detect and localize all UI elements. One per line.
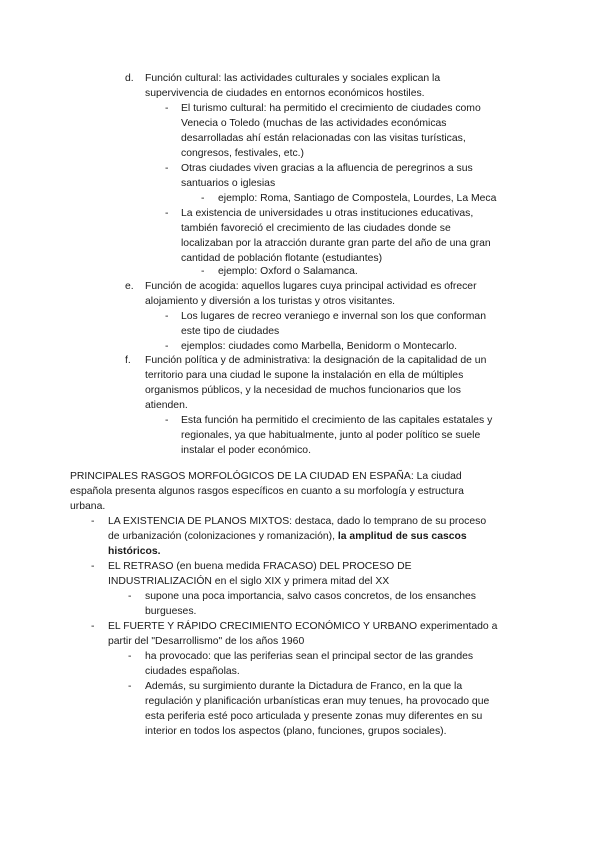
list-marker-d: d. (125, 73, 134, 84)
rasgos-item-3-sub-2-line: esta periferia esté poco articulada y presente zonas muy diferentes en su (145, 711, 483, 722)
list-marker-f: f. (125, 355, 131, 366)
section-f-bullet-1-line: Esta función ha permitido el crecimiento de las capitales estatales y (181, 415, 493, 426)
bullet-dash: - (165, 311, 169, 322)
section-e-bullet-1-line: Los lugares de recreo veraniego e invernal son los que conforman (181, 311, 486, 322)
section-d-bullet-1-line: El turismo cultural: ha permitido el crecimiento de ciudades como (181, 103, 481, 114)
section-d-bullet-2-line: Otras ciudades viven gracias a la afluencia de peregrinos a sus (181, 163, 473, 174)
rasgos-item-3-sub-2-line: interior en todos los aspectos (plano, funciones, grupos sociales). (145, 726, 447, 737)
bullet-dash: - (91, 561, 95, 572)
section-f-text-line: organismos públicos, y la necesidad de muchos funcionarios que los (145, 385, 461, 396)
section-d-bullet-3-sub: ejemplo: Oxford o Salamanca. (218, 266, 358, 277)
rasgos-item-2-line: INDUSTRIALIZACIÓN en el siglo XIX y primera mitad del XX (108, 576, 390, 587)
section-d-bullet-3-line: cantidad de población flotante (estudiantes) (181, 253, 383, 264)
section-e-bullet-2-line: ejemplos: ciudades como Marbella, Benidorm o Montecarlo. (181, 341, 458, 352)
bullet-dash: - (165, 103, 169, 114)
list-marker-e: e. (125, 281, 134, 292)
section-d-bullet-3-line: localizaban por la atracción durante gran parte del año de una gran (181, 238, 491, 249)
section-d-bullet-1-line: desarrolladas ahí están relacionadas con las visitas turísticas, (181, 133, 466, 144)
rasgos-item-3-sub-1-line: ciudades españolas. (145, 666, 240, 677)
sub-bullet-dash: - (128, 681, 132, 692)
sub-bullet-dash: - (128, 651, 132, 662)
rasgos-item-3-line: partir del "Desarrollismo" de los años 1960 (108, 636, 305, 647)
rasgos-intro-line: urbana. (70, 501, 106, 512)
rasgos-item-2-line: EL RETRASO (en buena medida FRACASO) DEL PROCESO DE (108, 561, 412, 572)
rasgos-intro-line: española presenta algunos rasgos específicos en cuanto a su morfología y estructura (70, 486, 464, 497)
section-d-bullet-1-line: Venecia o Toledo (muchas de las actividades económicas (181, 118, 447, 129)
rasgos-heading-line: PRINCIPALES RASGOS MORFOLÓGICOS DE LA CIUDAD EN ESPAÑA: La ciudad (70, 471, 462, 482)
rasgos-item-2-sub-line: burgueses. (145, 606, 197, 617)
rasgos-item-1-line (108, 529, 467, 544)
rasgos-item-2-sub-line: supone una poca importancia, salvo casos concretos, de los ensanches (145, 591, 476, 602)
section-f-text-line: atienden. (145, 400, 188, 411)
section-e-bullet-1-line: este tipo de ciudades (181, 326, 280, 337)
rasgos-item-1-bold: históricos. (108, 546, 161, 557)
sub-bullet-dash: - (201, 266, 205, 277)
bullet-dash: - (165, 341, 169, 352)
rasgos-item-1-line: LA EXISTENCIA DE PLANOS MIXTOS: destaca, dado lo temprano de su proceso (108, 516, 487, 527)
bullet-dash: - (165, 163, 169, 174)
bullet-dash: - (165, 415, 169, 426)
section-f-text-line: territorio para una ciudad le supone la instalación en ella de múltiples (145, 370, 464, 381)
section-f-text-line: Función política y de administrativa: la designación de la capitalidad de un (145, 355, 487, 366)
bullet-dash: - (91, 516, 95, 527)
rasgos-item-1-plain: de urbanización (colonizaciones y romanización), (108, 531, 338, 542)
section-d-bullet-2-line: santuarios o iglesias (181, 178, 276, 189)
section-d-bullet-3-line: La existencia de universidades u otras instituciones educativas, (181, 208, 474, 219)
section-d-text-line: Función cultural: las actividades culturales y sociales explican la (145, 73, 441, 84)
rasgos-item-3-sub-1-line: ha provocado: que las periferias sean el principal sector de las grandes (145, 651, 474, 662)
rasgos-item-3-sub-2-line: Además, su surgimiento durante la Dictadura de Franco, en la que la (145, 681, 463, 692)
section-d-bullet-2-sub: ejemplo: Roma, Santiago de Compostela, Lourdes, La Meca (218, 193, 497, 204)
rasgos-item-1-line (108, 544, 161, 559)
section-f-bullet-1-line: regionales, ya que habitualmente, junto al poder político se suele (181, 430, 481, 441)
section-d-bullet-3-line: también favoreció el crecimiento de las ciudades donde se (181, 223, 451, 234)
rasgos-item-1-bold: la amplitud de sus cascos (337, 531, 467, 542)
rasgos-item-3-sub-2-line: regulación y planificación urbanísticas eran muy tenues, ha provocado que (145, 696, 490, 707)
section-f-bullet-1-line: instalar el poder económico. (181, 445, 311, 456)
section-d-bullet-1-line: congresos, festivales, etc.) (181, 148, 305, 159)
bullet-dash: - (91, 621, 95, 632)
section-d-text-line: supervivencia de ciudades en entornos económicos hostiles. (145, 88, 425, 99)
section-e-text-line: alojamiento y diversión a los turistas y otros visitantes. (145, 296, 396, 307)
bullet-dash: - (165, 208, 169, 219)
rasgos-item-3-line: EL FUERTE Y RÁPIDO CRECIMIENTO ECONÓMICO Y URBANO experimentado a (108, 621, 498, 632)
sub-bullet-dash: - (128, 591, 132, 602)
section-e-text-line: Función de acogida: aquellos lugares cuya principal actividad es ofrecer (145, 281, 477, 292)
sub-bullet-dash: - (201, 193, 205, 204)
